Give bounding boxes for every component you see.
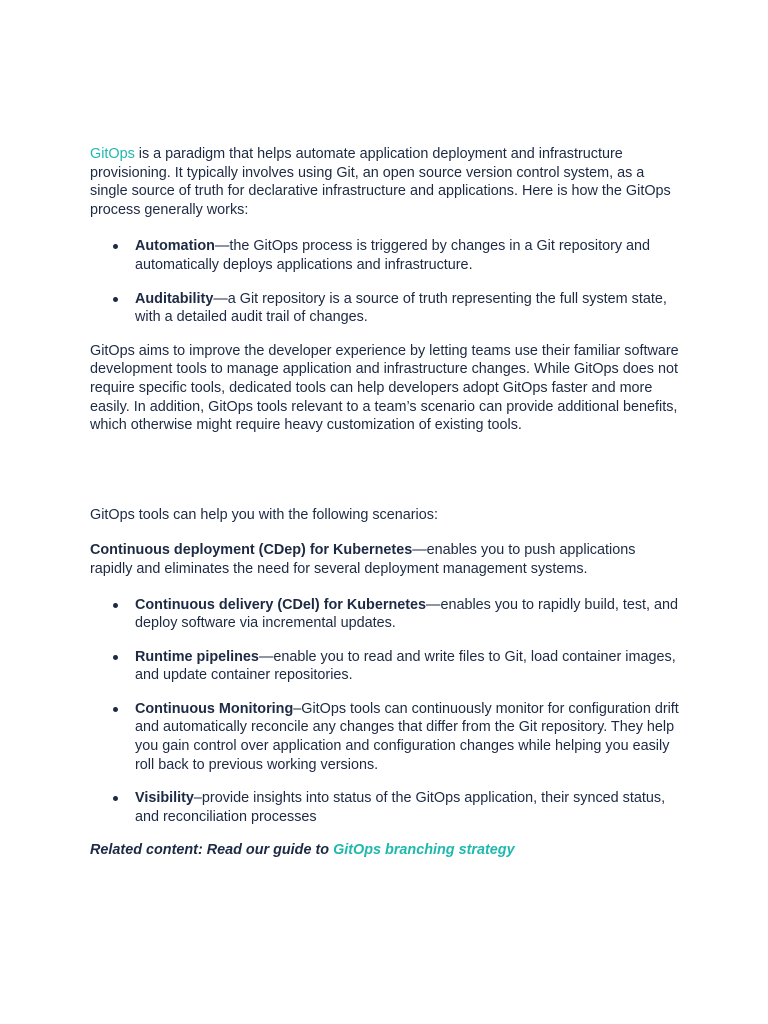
cdep-term: Continuous deployment (CDep) for Kubernetes [90,542,413,559]
cdep-paragraph [90,541,680,578]
list-item [90,290,680,327]
item-description: —enables you to rapidly build, test, and deploy software via incremental updates. [135,596,679,632]
bullet-icon [113,655,118,660]
item-description: —the GitOps process is triggered by changes in a Git repository and automatically deploys applications and infrastructure. [135,238,651,273]
item-term: Continuous Monitoring [135,700,294,717]
gitops-link[interactable]: GitOps [90,146,135,162]
bullet-icon [113,796,118,801]
list-item [90,237,680,274]
list-item [90,648,680,685]
branching-strategy-link[interactable]: GitOps branching strategy [333,842,515,859]
item-description: —enable you to read and write files to Git, load container images, and update container repositories. [135,648,676,684]
related-prefix: Related content: Read our guide to [90,842,334,859]
section-gap [90,435,680,506]
list-item [90,596,680,633]
scenarios-intro: GitOps tools can help you with the following scenarios: [90,506,438,523]
intro-paragraph [90,145,680,219]
bullet-icon [113,244,118,249]
bullet-icon [113,707,118,712]
process-list [90,237,680,326]
item-term: Visibility [135,790,194,807]
item-term: Auditability [135,290,214,307]
scenario-list [90,596,680,827]
aims-paragraph: GitOps aims to improve the developer experience by letting teams use their familiar software development tools to manage application and infrastructure changes. While GitOps does not require specific tools, dedicated tools can help developers adopt GitOps faster and more easily. In addition, GitOps tools relevant to a team’s scenario can provide additional benefits, which otherwise might require heavy customization of existing tools. [90,342,679,434]
item-term: Continuous delivery (CDel) for Kubernetes [135,596,427,613]
bullet-icon [113,603,118,608]
item-description: –GitOps tools can continuously monitor for configuration drift and automatically reconcile any changes that differ from the Git repository. They help you gain control over application and configuration changes while helping you easily roll back to previous working versions. [135,700,679,773]
related-content [90,841,680,860]
item-term: Runtime pipelines [135,648,259,665]
item-term: Automation [135,238,215,255]
list-item [90,700,680,774]
item-description: –provide insights into status of the GitOps application, their synced status, and reconciliation processes [135,790,666,825]
article-body [90,145,680,860]
cdep-description: —enables you to push applications rapidly and eliminates the need for several deployment management systems. [90,542,636,577]
intro-text: is a paradigm that helps automate application deployment and infrastructure provisioning. It typically involves using Git, an open source version control system, as a single source of truth for declarative infrastructure and applications. Here is how the GitOps process generally works: [90,146,671,218]
list-item [90,789,680,826]
bullet-icon [113,297,118,302]
item-description: —a Git repository is a source of truth representing the full system state, with a detailed audit trail of changes. [135,290,667,326]
